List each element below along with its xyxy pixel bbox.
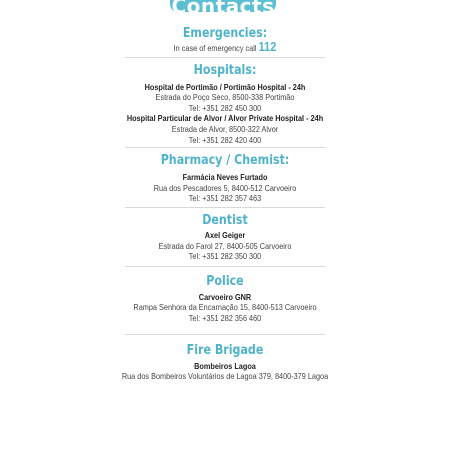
dentist-section <box>0 211 450 262</box>
police-tel[interactable]: Tel: +351 282 356 460 <box>188 312 262 323</box>
hospital-name: Hospital de Portimão / Portimão Hospital - 24h <box>144 81 306 92</box>
hospitals-title: Hospitals: <box>193 61 257 78</box>
hospital-name: Hospital Particular de Alvor / Alvor Private Hospital - 24h <box>126 113 324 124</box>
pharmacy-name: Farmácia Neves Furtado <box>182 172 268 183</box>
emergency-call-line <box>34 39 417 54</box>
dentist-tel[interactable]: Tel: +351 282 350 300 <box>188 251 262 262</box>
contacts-list <box>0 24 450 382</box>
dentist-address: Estrada do Farol 27, 8400-505 Carvoeiro <box>158 240 292 251</box>
fire-brigade-address: Rua dos Bombeiros Voluntários de Lagoa 379, 8400-379 Lagoa <box>121 371 329 382</box>
police-address: Rampa Senhora da Encarnação 15, 8400-513 Carvoeiro <box>133 302 317 313</box>
hospital-entry <box>0 82 450 114</box>
fire-brigade-title: Fire Brigade <box>186 341 264 358</box>
hospital-tel[interactable]: Tel: +351 282 450 300 <box>188 102 262 113</box>
dentist-name: Axel Geiger <box>204 229 246 240</box>
page-title: Contacts <box>171 0 275 12</box>
fire-brigade-section <box>0 341 450 382</box>
emergency-number[interactable]: 112 <box>258 39 277 54</box>
emergencies-section <box>0 24 450 54</box>
police-entry <box>0 292 450 324</box>
pharmacy-title: Pharmacy / Chemist: <box>160 152 290 169</box>
police-section <box>0 272 450 324</box>
fire-brigade-entry <box>0 361 450 382</box>
dentist-entry <box>0 230 450 262</box>
police-title: Police <box>206 272 244 289</box>
hospitals-section <box>0 61 450 146</box>
divider <box>125 147 325 148</box>
hospital-address: Estrada do Poço Seco, 8500-338 Portimão <box>155 92 295 103</box>
hospital-address: Estrada de Alvor, 8500-322 Alvor <box>171 123 279 134</box>
hospital-tel[interactable]: Tel: +351 282 420 400 <box>188 134 262 145</box>
pharmacy-section <box>0 151 450 204</box>
divider <box>125 207 325 208</box>
police-name: Carvoeiro GNR <box>198 291 252 302</box>
hospital-entry <box>0 113 450 145</box>
divider <box>125 266 325 267</box>
pharmacy-address: Rua dos Pescadores 5, 8400-512 Carvoeiro <box>153 182 297 193</box>
emergencies-title: Emergencies: <box>182 25 268 41</box>
contacts-header-banner <box>170 0 276 12</box>
fire-brigade-name: Bombeiros Lagoa <box>194 360 256 371</box>
emergency-call-text: In case of emergency call <box>173 43 257 53</box>
pharmacy-entry <box>0 172 450 204</box>
divider <box>125 57 325 58</box>
dentist-title: Dentist <box>202 211 248 228</box>
divider <box>125 334 325 335</box>
pharmacy-tel[interactable]: Tel: +351 282 357 463 <box>188 193 262 204</box>
